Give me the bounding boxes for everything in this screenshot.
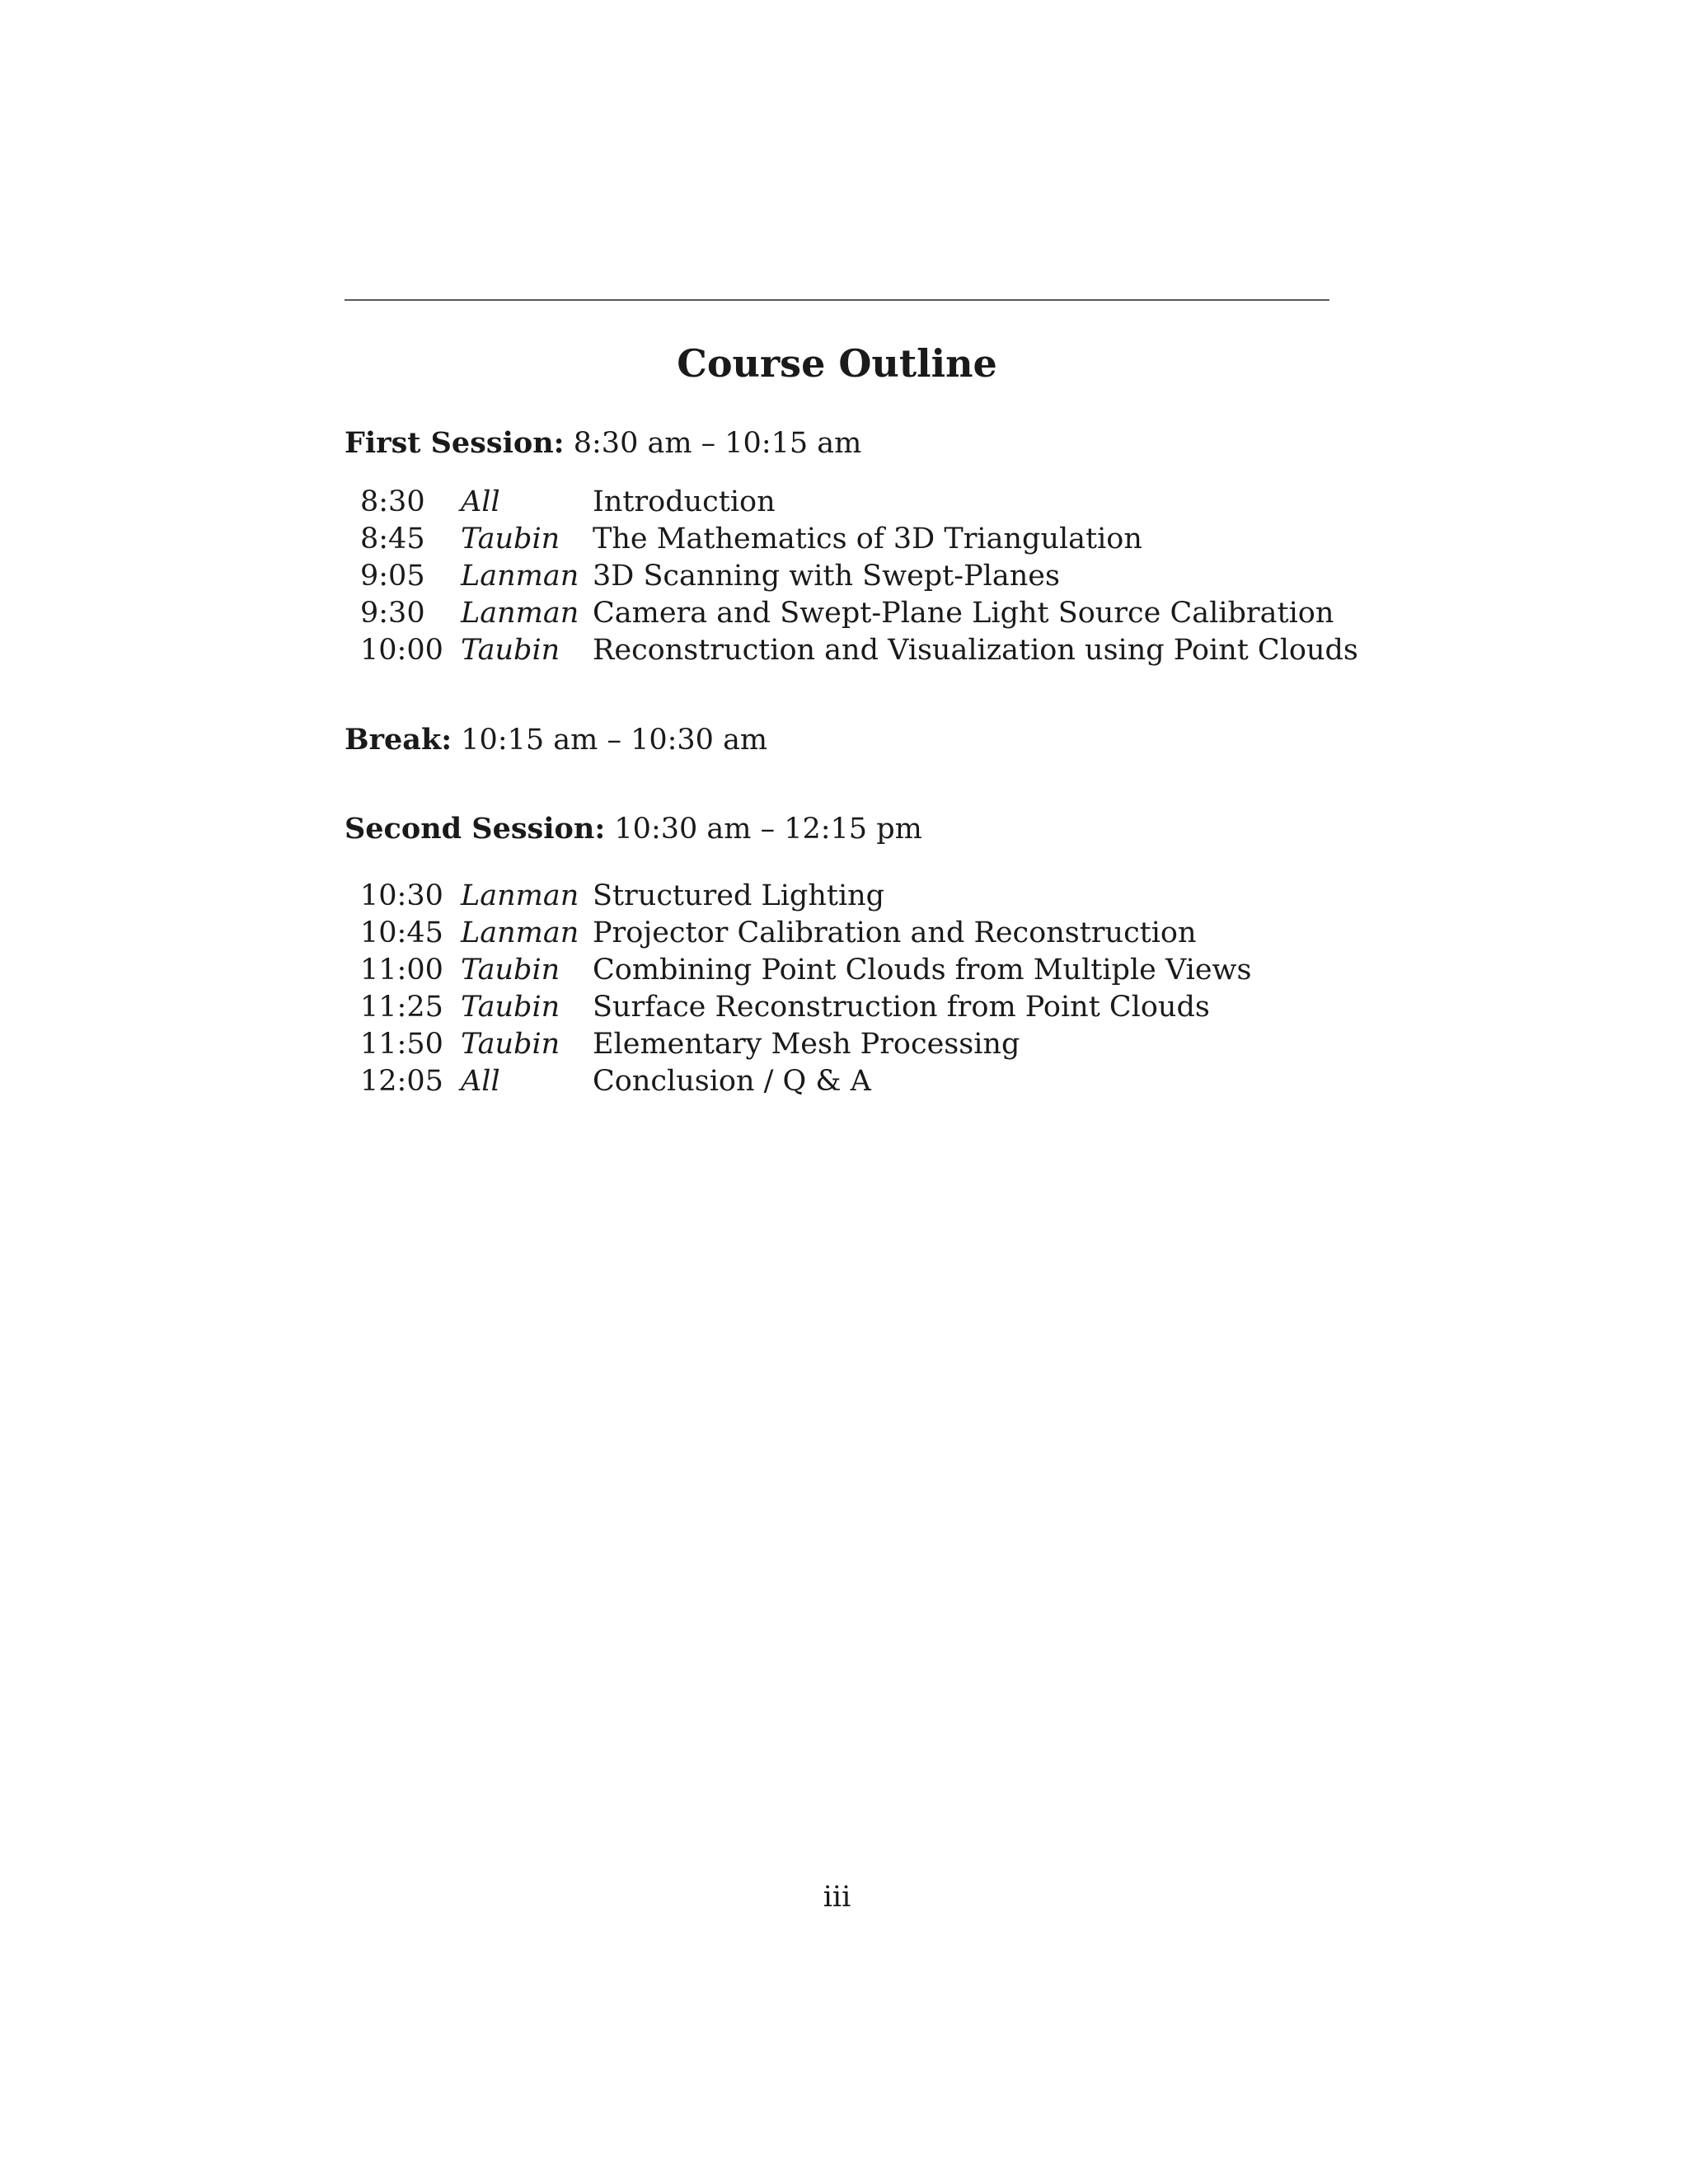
row-presenter: Lanman bbox=[461, 879, 579, 912]
row-topic: Camera and Swept-Plane Light Source Calibration bbox=[593, 597, 1334, 630]
row-time: 10:30 bbox=[360, 879, 443, 912]
row-time: 10:00 bbox=[360, 634, 443, 667]
top-rule bbox=[345, 299, 1329, 301]
row-time: 8:45 bbox=[360, 523, 425, 555]
first-session-label: First Session: bbox=[345, 426, 565, 460]
row-topic: 3D Scanning with Swept-Planes bbox=[593, 560, 1060, 593]
row-time: 11:50 bbox=[360, 1028, 443, 1061]
break-time: 10:15 am – 10:30 am bbox=[461, 724, 768, 757]
row-time: 9:05 bbox=[360, 560, 425, 593]
row-time: 11:25 bbox=[360, 991, 443, 1024]
row-time: 9:30 bbox=[360, 597, 425, 630]
row-presenter: Lanman bbox=[461, 597, 579, 630]
row-topic: Conclusion / Q & A bbox=[593, 1065, 871, 1098]
row-time: 10:45 bbox=[360, 916, 443, 949]
row-topic: Elementary Mesh Processing bbox=[593, 1028, 1020, 1061]
second-session-time: 10:30 am – 12:15 pm bbox=[614, 813, 922, 846]
page-number: iii bbox=[823, 1881, 851, 1914]
row-presenter: Taubin bbox=[461, 954, 560, 987]
break-label: Break: bbox=[345, 723, 452, 757]
break-heading bbox=[345, 725, 767, 755]
row-presenter: Taubin bbox=[461, 523, 560, 555]
row-time: 8:30 bbox=[360, 485, 425, 518]
first-session-heading bbox=[345, 426, 862, 460]
row-presenter: Taubin bbox=[461, 1028, 560, 1061]
row-topic: Introduction bbox=[593, 485, 776, 518]
row-presenter: Lanman bbox=[461, 916, 579, 949]
row-topic: The Mathematics of 3D Triangulation bbox=[593, 523, 1142, 555]
row-presenter: All bbox=[461, 485, 500, 518]
row-presenter: Taubin bbox=[461, 991, 560, 1024]
row-time: 11:00 bbox=[360, 954, 443, 987]
row-presenter: All bbox=[461, 1065, 500, 1098]
second-session-heading bbox=[345, 814, 922, 844]
row-topic: Surface Reconstruction from Point Clouds bbox=[593, 991, 1210, 1024]
page-title: Course Outline bbox=[677, 341, 997, 386]
first-session-time: 8:30 am – 10:15 am bbox=[573, 427, 862, 460]
row-presenter: Lanman bbox=[461, 560, 579, 593]
row-topic: Reconstruction and Visualization using Point Clouds bbox=[593, 634, 1358, 667]
row-time: 12:05 bbox=[360, 1065, 443, 1098]
second-session-label: Second Session: bbox=[345, 812, 606, 846]
row-topic: Structured Lighting bbox=[593, 879, 885, 912]
row-topic: Projector Calibration and Reconstruction bbox=[593, 916, 1197, 949]
row-presenter: Taubin bbox=[461, 634, 560, 667]
row-topic: Combining Point Clouds from Multiple Views bbox=[593, 954, 1252, 987]
